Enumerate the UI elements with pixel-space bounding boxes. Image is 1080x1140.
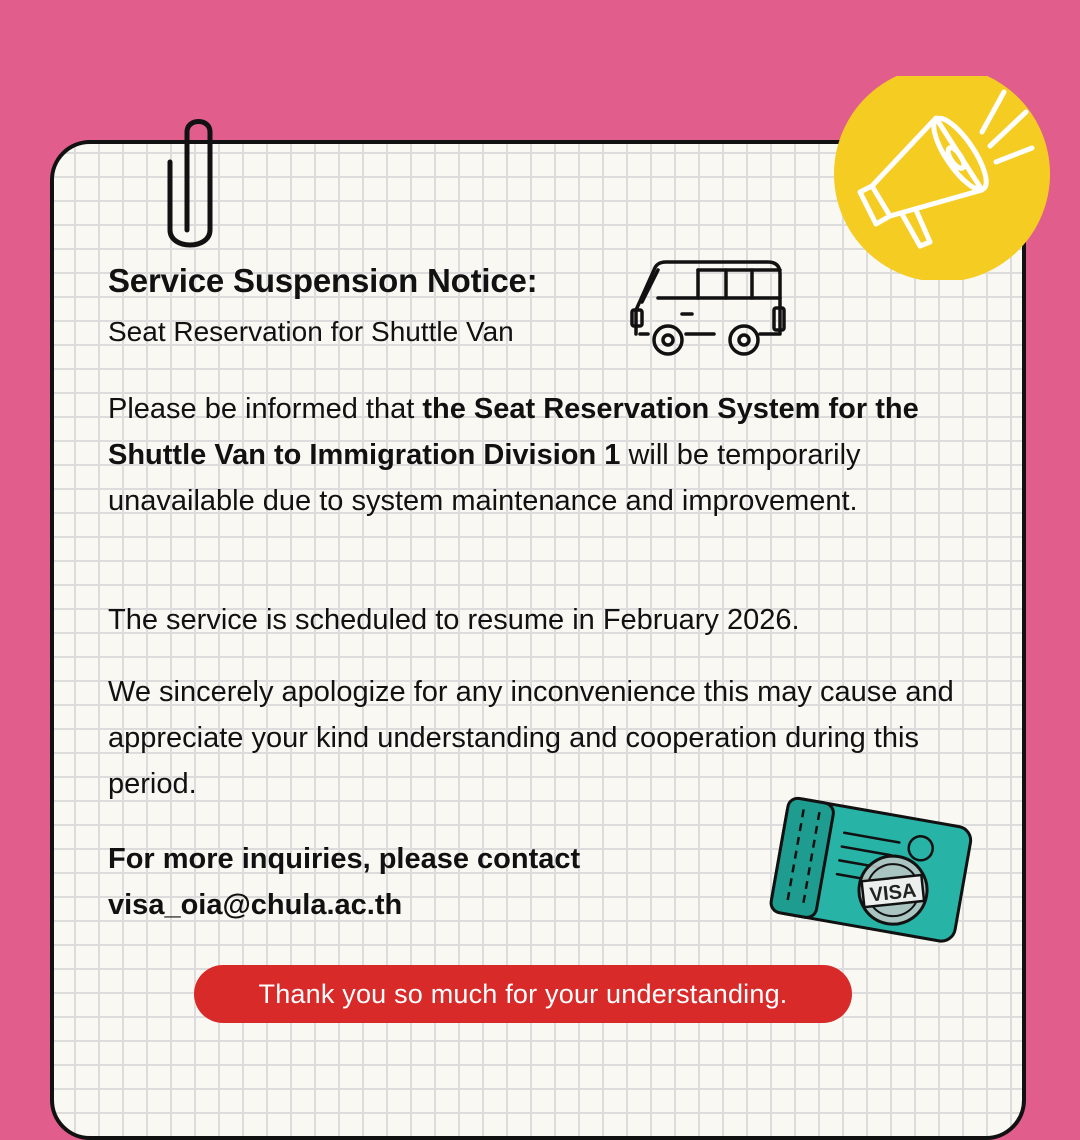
body-paragraph-1 xyxy=(108,386,988,524)
body-paragraph-3: We sincerely apologize for any inconvenience this may cause and appreciate your kind understanding and cooperation during this period. xyxy=(108,676,954,800)
p1-bold: the Seat Reservation System for the Shuttle Van to Immigration Division 1 xyxy=(108,393,919,471)
thanks-banner: Thank you so much for your understanding. xyxy=(194,965,852,1023)
visa-stamp-text: VISA xyxy=(868,879,918,907)
contact-email[interactable]: visa_oia@chula.ac.th xyxy=(108,889,403,921)
visa-passport-icon xyxy=(766,786,976,956)
body-paragraph-2: The service is scheduled to resume in February 2026. xyxy=(108,604,800,636)
p1-tail: will be temporarily unavailable due to system maintenance and improvement. xyxy=(108,439,861,517)
notice-title: Service Suspension Notice: xyxy=(108,262,538,299)
contact-block xyxy=(108,836,748,928)
p1-lead: Please be informed that xyxy=(108,393,423,425)
notice-subtitle: Seat Reservation for Shuttle Van xyxy=(108,316,514,347)
paperclip-icon xyxy=(160,104,220,254)
contact-line: For more inquiries, please contact xyxy=(108,843,581,875)
van-icon xyxy=(628,258,788,360)
megaphone-icon xyxy=(832,76,1054,280)
